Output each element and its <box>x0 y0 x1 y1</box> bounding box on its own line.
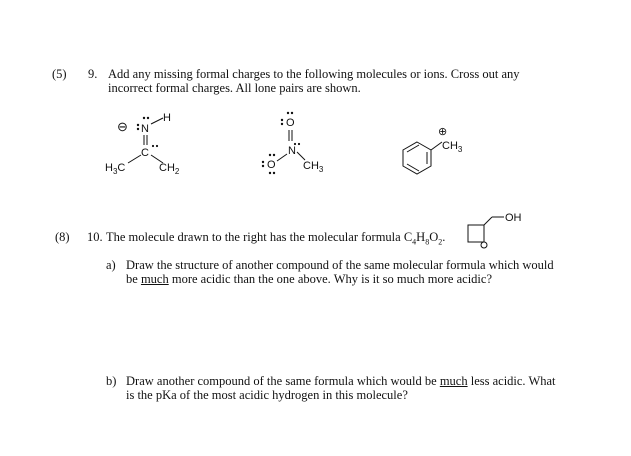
methyl-label-2: $CH_3$ <box>303 160 324 174</box>
plus-charge: ⊕ <box>438 126 448 138</box>
oxygen-left: O <box>267 159 276 171</box>
q9-text-line2: incorrect formal charges. All lone pairs are shown. <box>108 81 361 95</box>
methyl-label-3: $CH_3$ <box>442 140 463 154</box>
oh-label: OH <box>505 212 522 224</box>
q10-points: (8) <box>55 230 70 244</box>
nitrogen-atom: N <box>141 123 149 135</box>
q10a-line1: Draw the structure of another compound of the same molecular formula which would <box>126 258 554 272</box>
q10b-label: b) <box>106 374 117 388</box>
minus-charge: ⊖ <box>117 119 128 134</box>
hydrogen-atom: H <box>163 112 171 124</box>
molecule-nitro-methane-fragment <box>255 110 365 178</box>
nitrogen-atom-2: N <box>288 145 296 157</box>
q10a-label: a) <box>106 258 116 272</box>
q10-text: The molecule drawn to the right has the molecular formula $C_4H_8O_2$. <box>106 230 446 247</box>
methyl-left-label: $H_3C$ <box>105 162 126 176</box>
molecule-oxetane-methanol <box>460 205 540 255</box>
carbon-atom: C <box>141 147 149 159</box>
q9-points: (5) <box>52 67 67 81</box>
q10b-line1: Draw another compound of the same formula which would be much less acidic. What <box>126 374 556 388</box>
q9-text-line1: Add any missing formal charges to the following molecules or ions. Cross out any <box>108 67 520 81</box>
q10a-line2: be much more acidic than the one above. Why is it so much more acidic? <box>126 272 492 286</box>
oxygen-top: O <box>286 117 295 129</box>
ch2-label: $CH_2$ <box>159 162 180 176</box>
molecule-imine-anion <box>95 108 205 178</box>
q10b-line2: is the pKa of the most acidic hydrogen in this molecule? <box>126 388 408 402</box>
q9-number: 9. <box>88 67 98 81</box>
q10-number: 10. <box>87 230 103 244</box>
molecule-benzylic-cation <box>395 120 505 185</box>
